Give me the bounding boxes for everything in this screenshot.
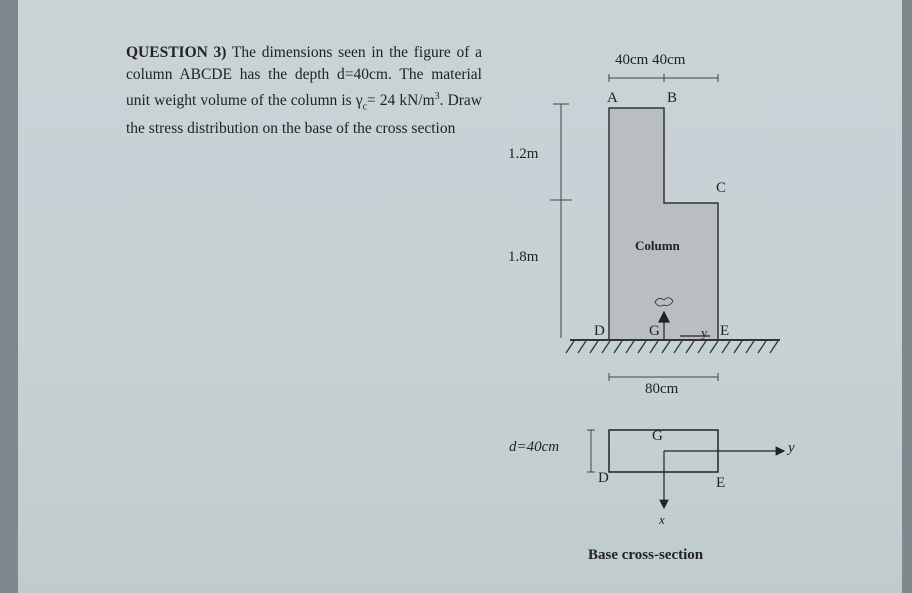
point-label-B: B <box>667 90 678 106</box>
cross-section-label-D: D <box>598 470 609 486</box>
height-lower-label: 1.8m <box>508 249 539 265</box>
axis-label-y: y <box>788 440 795 456</box>
gamma-subscript: c <box>362 101 368 113</box>
axis-label-x: x <box>659 512 665 527</box>
height-upper-label: 1.2m <box>508 146 539 162</box>
column-label: Column <box>635 238 680 253</box>
base-dimension-line <box>609 373 718 381</box>
point-label-D: D <box>594 323 605 339</box>
question-body-part2: . Draw the stress distribution on the base of the cross section <box>126 92 482 138</box>
depth-label: d=40cm <box>509 439 560 455</box>
depth-bracket <box>587 430 595 472</box>
ground-hatching <box>566 340 780 353</box>
gamma-exponent: 3 <box>434 91 440 102</box>
point-label-E: E <box>720 323 730 339</box>
cross-section-label-G: G <box>652 428 663 444</box>
gamma-value: = 24 kN/m <box>367 92 435 110</box>
cross-section-label-E: E <box>716 475 726 491</box>
point-label-A: A <box>607 90 618 106</box>
point-label-C: C <box>716 180 727 196</box>
point-label-y-small: y <box>701 325 708 340</box>
point-label-G: G <box>649 323 660 339</box>
cross-section-caption: Base cross-section <box>588 547 704 563</box>
top-dimension-line <box>609 74 718 82</box>
question-heading: QUESTION 3) <box>126 44 227 61</box>
base-dimension-label: 80cm <box>645 381 679 397</box>
question-body-part1: The dimensions seen in the figure of a column ABCDE has the depth d=40cm. The material unit weight volume of the column is <box>126 44 482 110</box>
gamma-symbol: γ <box>355 92 363 110</box>
top-dimension-label: 40cm 40cm <box>615 52 686 68</box>
height-dimension-line <box>550 104 572 338</box>
